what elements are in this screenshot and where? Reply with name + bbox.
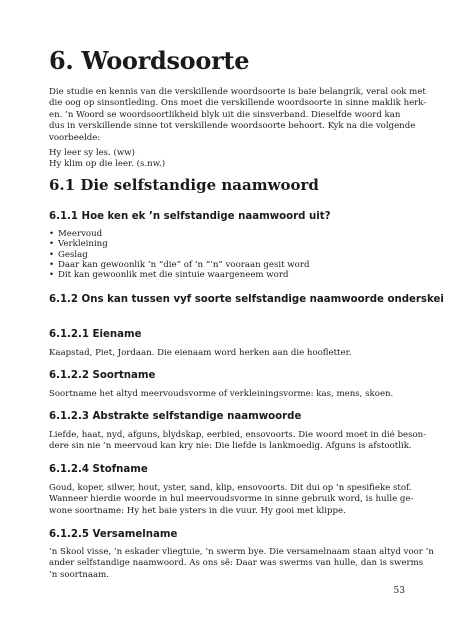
intro-line: voorbeelde: — [49, 132, 101, 143]
bullet-icon: • — [49, 239, 55, 250]
list-item: • Geslag — [49, 249, 88, 260]
intro-line: dus in verskillende sinne tot verskillende woordsoorte behoort. Kyk na die volgende — [49, 121, 416, 132]
bullet-icon: • — [49, 259, 55, 270]
bullet-icon: • — [49, 249, 55, 260]
page-number: 53 — [393, 586, 405, 596]
subsection-title-6-1-2: 6.1.2 Ons kan tussen vyf soorte selfstandige naamwoorde onderskei — [49, 294, 444, 305]
example-line: Hy leer sy les. (ww) — [49, 148, 135, 158]
list-item: • Verkleining — [49, 239, 108, 250]
intro-paragraph — [49, 87, 427, 144]
stofname-text: Goud, koper, silwer, hout, yster, sand, klip, ensovoorts. Dit dui op ’n spesifieke stof. Wanneer hierdie woorde in hul meervoudsvorme in sinne gebruik word, is hulle ge- wone soortname: Hy het baie ysters in die vuur. Hy gooi met klippe. — [49, 483, 414, 516]
bullet-list — [49, 229, 309, 280]
heading-eiename: 6.1.2.1 Eiename — [49, 329, 142, 340]
abstrakte-text: Liefde, haat, nyd, afguns, blydskap, eerbied, ensovoorts. Die woord moet in dié beson- dere sin nie ’n meervoud kan kry nie: Die liefde is lankmoedig. Afguns is afstootlik. — [49, 430, 427, 452]
list-item: • Meervoud — [49, 229, 103, 239]
intro-line: en. ’n Woord se woordsoortlikheid blyk uit die sinsverband. Dieselfde woord kan — [49, 109, 401, 120]
intro-line: Die studie en kennis van die verskillende woordsoorte is baie belangrik, veral ook met — [49, 87, 426, 97]
chapter-title: 6. Woordsoorte — [49, 46, 250, 75]
heading-versamelname: 6.1.2.5 Versamelname — [49, 529, 178, 540]
example-line: Hy klim op die leer. (s.nw.) — [49, 159, 166, 170]
bullet-icon: • — [49, 229, 55, 239]
list-item: • Daar kan gewoonlik ’n “die” of ’n “’n” vooraan gesit word — [49, 259, 310, 270]
intro-line: die oog op sinsontleding. Ons moet die verskillende woordsoorte in sinne maklik herk- — [49, 98, 427, 109]
heading-soortname: 6.1.2.2 Soortname — [49, 370, 156, 381]
list-item: • Dit kan gewoonlik met die sintuie waargeneem word — [49, 270, 289, 281]
versamelname-text: ’n Skool visse, ’n eskader vliegtuie, ’n swerm bye. Die versamelnaam staan altyd voor ’n ander selfstandige naamwoord. As ons sê: Daar was swerms van hulle, dan is swerms ’n soortnaam. — [49, 547, 434, 580]
section-title: 6.1 Die selfstandige naamwoord — [49, 176, 319, 194]
heading-stofname: 6.1.2.4 Stofname — [49, 464, 148, 475]
heading-abstrakte: 6.1.2.3 Abstrakte selfstandige naamwoorde — [49, 411, 302, 422]
subsection-title-6-1-1: 6.1.1 Hoe ken ek ’n selfstandige naamwoord uit? — [49, 211, 331, 222]
bullet-icon: • — [49, 270, 55, 281]
eiename-text: Kaapstad, Piet, Jordaan. Die eienaam word herken aan die hoofletter. — [49, 348, 352, 358]
examples — [49, 148, 405, 171]
soortname-text: Soortname het altyd meervoudsvorme of verkleiningsvorme: kas, mens, skoen. — [49, 389, 394, 399]
